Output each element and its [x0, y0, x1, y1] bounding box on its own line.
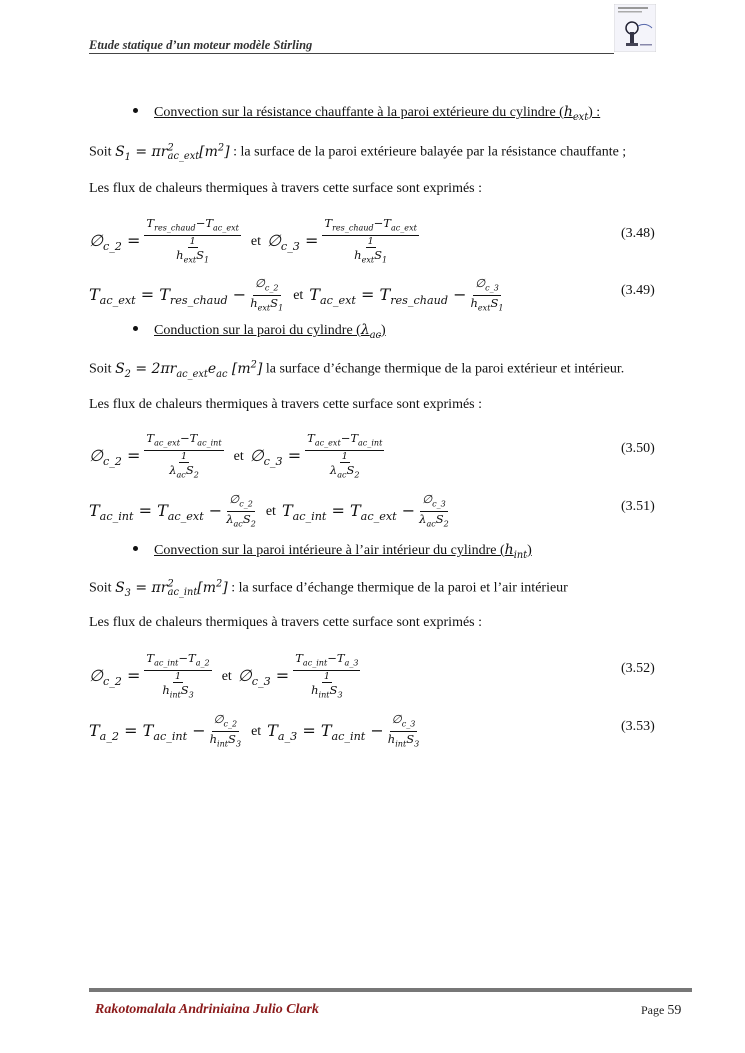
- equation-number-3-52: (3.52): [621, 661, 655, 676]
- header-rule: [89, 53, 614, 54]
- equation-3-53: $T_{a\_2} = T_{ac\_int}$ − $\frac{\emptyset_{c\_2}}{h_{int}S_3}$ et $T_{a\_3} = T_{ac\_int}$ − $\frac{\emptyset_{c\_3}}{h_{int}S_3}$: [89, 712, 420, 749]
- equation-3-49: $T_{ac\_ext} = T_{res\_chaud}$ − $\frac{\emptyset_{c\_2}}{h_{ext}S_1}$ et $T_{ac\_ext} = T_{res\_chaud}$ − $\frac{\emptyset_{c\_3}}{h_{ext}S_1}$: [89, 276, 504, 313]
- equation-3-48: $\emptyset_{c\_2}$ = $T_{res\_chaud}-T_{ac\_ext}$ 1 $h_{ext}S_1$ et $\emptyset_{c\_3}$ = $T_{res\_chaud}-T_{ac\_ext}$ 1 $h_{ext}S_1$: [89, 216, 417, 265]
- equation-number-3-50: (3.50): [621, 441, 655, 456]
- paragraph-surface-s3: Soit $S_3 = \pi r^2_{ac\_int}[m^2]$ : la surface d’échange thermique de la paroi et l’air intérieur: [89, 578, 568, 599]
- paragraph-flux-3: Les flux de chaleurs thermiques à travers cette surface sont exprimés :: [89, 615, 483, 630]
- bullet-dot: [133, 108, 138, 113]
- equation-number-3-51: (3.51): [621, 499, 655, 514]
- page-header-title: Etude statique d’un moteur modèle Stirling: [89, 38, 313, 52]
- bullet-dot: [133, 546, 138, 551]
- bullet-dot: [133, 326, 138, 331]
- bullet-convection-ext: Convection sur la résistance chauffante à la paroi extérieure du cylindre $(h_{ext})$ :: [133, 104, 600, 123]
- footer-page-number: Page 59: [641, 1003, 682, 1018]
- paragraph-surface-s1: Soit $S_1 = \pi r^2_{ac\_ext}[m^2]$ : la surface de la paroi extérieure balayée par la résistance chauffante ;: [89, 142, 627, 163]
- paragraph-flux-1: Les flux de chaleurs thermiques à travers cette surface sont exprimés :: [89, 181, 483, 196]
- footer-rule: [89, 988, 692, 992]
- university-logo: [614, 4, 656, 52]
- bullet-convection-int: Convection sur la paroi intérieure à l’air intérieur du cylindre $(h_{int})$: [133, 542, 532, 561]
- equation-3-50: $\emptyset_{c\_2}$ = $T_{ac\_ext}-T_{ac\_int}$ 1 $\lambda_{ac}S_2$ et $\emptyset_{c\_3}$ = $T_{ac\_ext}-T_{ac\_int}$ 1 $\lambda_{ac}S_2$: [89, 431, 383, 480]
- equation-3-52: $\emptyset_{c\_2}$ = $T_{ac\_int}-T_{a\_2}$ 1 $h_{int}S_3$ et $\emptyset_{c\_3}$ = $T_{ac\_int}-T_{a\_3}$ 1 $h_{int}S_3$: [89, 651, 359, 700]
- footer-author: Rakotomalala Andriniaina Julio Clark: [95, 1002, 319, 1017]
- bullet-conduction: Conduction sur la paroi du cylindre $(\lambda_{ac})$: [133, 322, 386, 341]
- equation-3-51: $T_{ac\_int} = T_{ac\_ext}$ − $\frac{\emptyset_{c\_2}}{\lambda_{ac}S_2}$ et $T_{ac\_int} = T_{ac\_ext}$ − $\frac{\emptyset_{c\_3}}{\lambda_{ac}S_2}$: [89, 492, 449, 529]
- equation-number-3-49: (3.49): [621, 283, 655, 298]
- paragraph-flux-2: Les flux de chaleurs thermiques à travers cette surface sont exprimés :: [89, 397, 483, 412]
- paragraph-surface-s2: Soit $S_2 = 2\pi r_{ac\_ext}e_{ac}$ $[m^2]$ la surface d’échange thermique de la paroi extérieur et intérieur.: [89, 359, 625, 380]
- equation-number-3-53: (3.53): [621, 719, 655, 734]
- equation-number-3-48: (3.48): [621, 226, 655, 241]
